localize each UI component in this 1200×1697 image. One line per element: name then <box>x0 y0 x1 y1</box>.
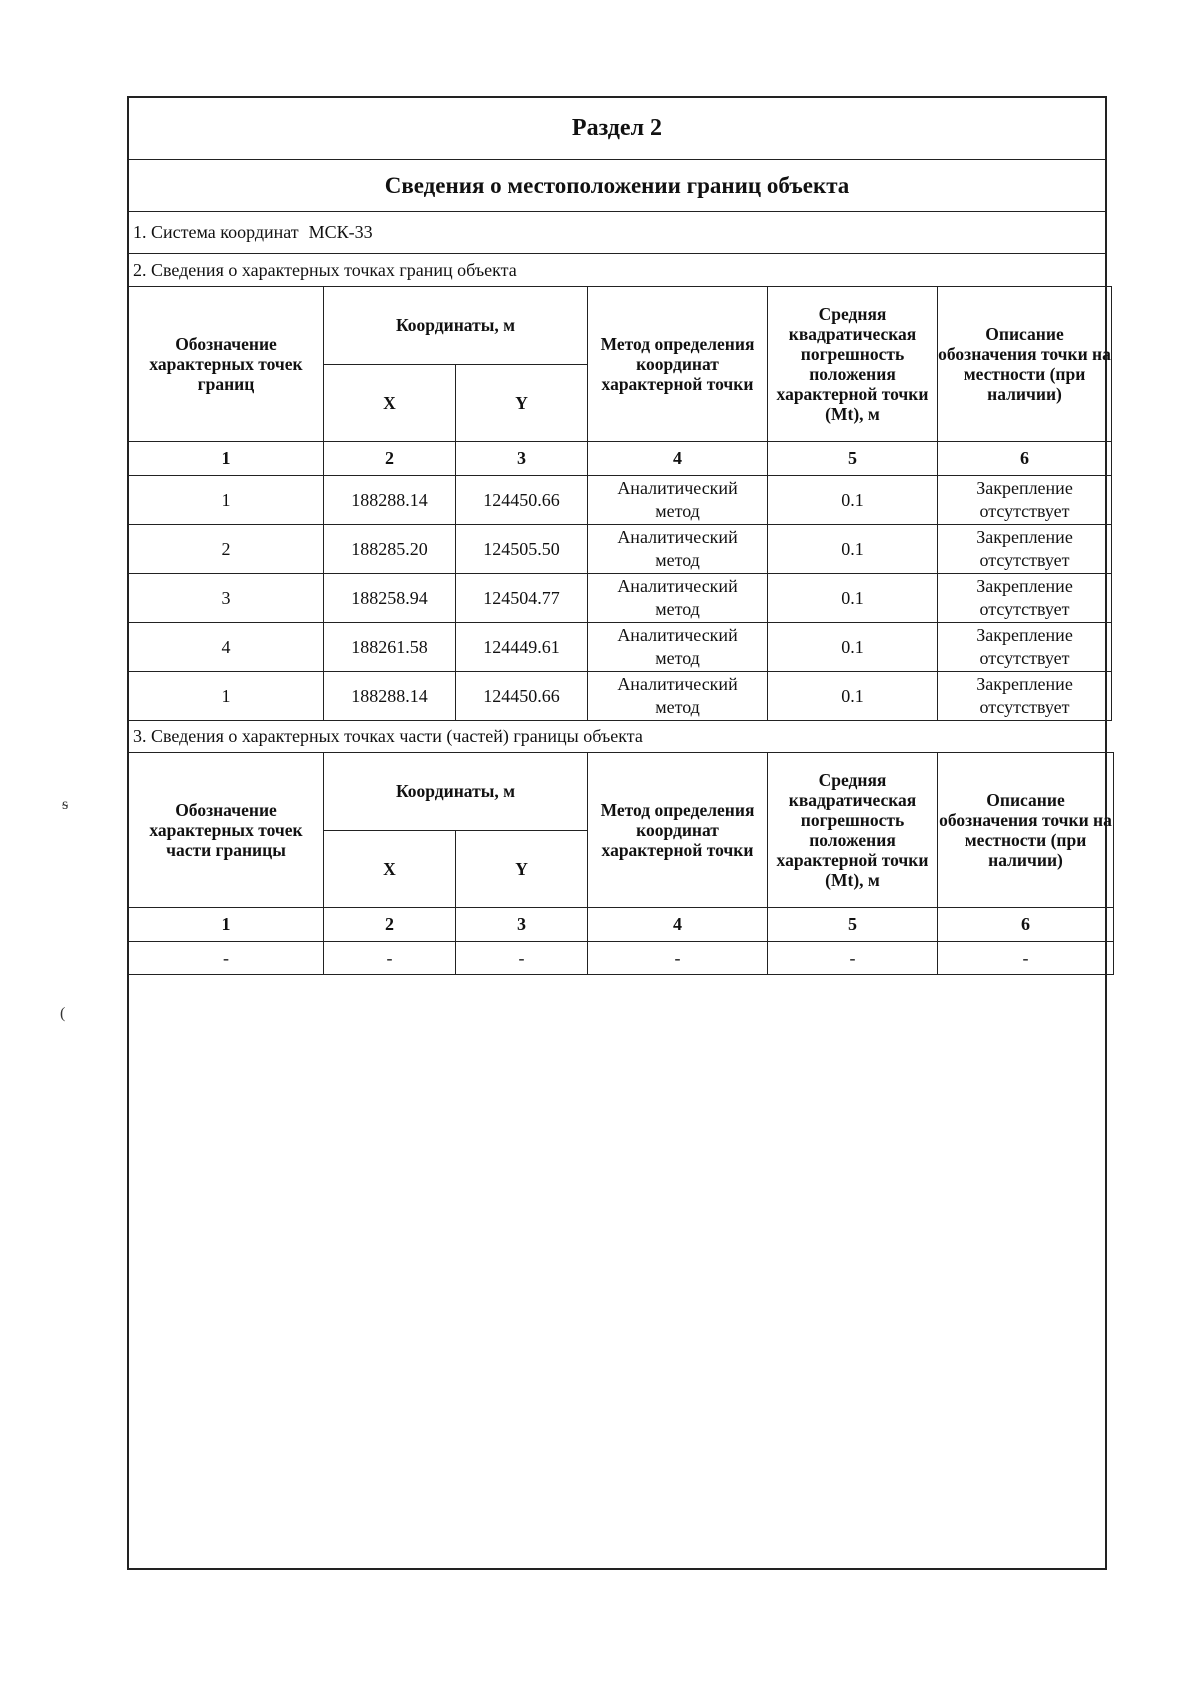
y-cell: 124450.66 <box>456 672 588 721</box>
description-cell <box>938 574 1112 623</box>
point-cell: 1 <box>129 476 324 525</box>
column-number: 1 <box>129 442 324 476</box>
error-cell: 0.1 <box>768 476 938 525</box>
section3-heading: 3. Сведения о характерных точках части (частей) границы объекта <box>129 720 1105 752</box>
header-designation: Обозначение характерных точек части границы <box>129 753 324 908</box>
column-number: 3 <box>456 908 588 942</box>
section2-heading: 2. Сведения о характерных точках границ объекта <box>133 259 517 280</box>
header-coordinates: Координаты, м <box>324 287 588 365</box>
error-cell: 0.1 <box>768 623 938 672</box>
section-title: Раздел 2 <box>129 98 1105 160</box>
method-cell: - <box>588 942 768 975</box>
method-cell <box>588 574 768 623</box>
description-line-2: отсутствует <box>979 550 1070 570</box>
column-number: 5 <box>768 908 938 942</box>
section-subtitle: Сведения о местоположении границ объекта <box>129 160 1105 212</box>
point-cell: - <box>129 942 324 975</box>
point-cell: 3 <box>129 574 324 623</box>
table-row <box>129 476 1112 525</box>
description-line-1: Закрепление <box>976 625 1073 645</box>
header-coordinates: Координаты, м <box>324 753 588 831</box>
x-cell: - <box>324 942 456 975</box>
coordinate-system-label: 1. Система координат <box>133 222 299 242</box>
error-cell: 0.1 <box>768 525 938 574</box>
method-line-1: Аналитический <box>617 674 738 694</box>
description-line-2: отсутствует <box>979 599 1070 619</box>
column-number: 4 <box>588 908 768 942</box>
y-cell: - <box>456 942 588 975</box>
method-line-1: Аналитический <box>617 625 738 645</box>
error-cell: - <box>768 942 938 975</box>
table-row <box>129 623 1112 672</box>
header-error: Средняя квадратическая погрешность положения характерной точки (Mt), м <box>768 753 938 908</box>
description-line-2: отсутствует <box>979 648 1070 668</box>
header-y: Y <box>456 365 588 442</box>
header-method: Метод определения координат характерной точки <box>588 753 768 908</box>
method-cell <box>588 476 768 525</box>
column-number: 6 <box>938 442 1112 476</box>
method-cell <box>588 525 768 574</box>
description-cell: - <box>938 942 1114 975</box>
method-line-2: метод <box>655 501 700 521</box>
description-line-1: Закрепление <box>976 576 1073 596</box>
margin-mark-bottom: ( <box>60 1005 66 1022</box>
method-line-2: метод <box>655 599 700 619</box>
document-frame <box>127 96 1112 1570</box>
header-x: X <box>324 831 456 908</box>
x-cell: 188288.14 <box>324 476 456 525</box>
method-cell <box>588 672 768 721</box>
x-cell: 188288.14 <box>324 672 456 721</box>
header-x: X <box>324 365 456 442</box>
description-line-2: отсутствует <box>979 697 1070 717</box>
x-cell: 188261.58 <box>324 623 456 672</box>
method-line-2: метод <box>655 697 700 717</box>
table-row <box>129 672 1112 721</box>
method-line-1: Аналитический <box>617 478 738 498</box>
description-line-1: Закрепление <box>976 674 1073 694</box>
y-cell: 124505.50 <box>456 525 588 574</box>
x-cell: 188285.20 <box>324 525 456 574</box>
x-cell: 188258.94 <box>324 574 456 623</box>
y-cell: 124449.61 <box>456 623 588 672</box>
description-line-2: отсутствует <box>979 501 1070 521</box>
point-cell: 4 <box>129 623 324 672</box>
table-row <box>129 942 1114 975</box>
column-number: 5 <box>768 442 938 476</box>
description-line-1: Закрепление <box>976 527 1073 547</box>
table-row <box>129 525 1112 574</box>
y-cell: 124450.66 <box>456 476 588 525</box>
error-cell: 0.1 <box>768 574 938 623</box>
header-description: Описание обозначения точки на местности (при наличии) <box>938 753 1114 908</box>
description-cell <box>938 623 1112 672</box>
header-method: Метод определения координат характерной точки <box>588 287 768 442</box>
y-cell: 124504.77 <box>456 574 588 623</box>
table-row <box>129 574 1112 623</box>
description-line-1: Закрепление <box>976 478 1073 498</box>
margin-mark-top: ᵴ <box>62 796 69 813</box>
method-cell <box>588 623 768 672</box>
column-number: 2 <box>324 442 456 476</box>
method-line-1: Аналитический <box>617 527 738 547</box>
column-number: 4 <box>588 442 768 476</box>
header-error: Средняя квадратическая погрешность положения характерной точки (Mt), м <box>768 287 938 442</box>
method-line-2: метод <box>655 648 700 668</box>
description-cell <box>938 525 1112 574</box>
header-y: Y <box>456 831 588 908</box>
header-designation: Обозначение характерных точек границ <box>129 287 324 442</box>
boundary-points-table <box>128 286 1112 721</box>
point-cell: 1 <box>129 672 324 721</box>
column-number: 2 <box>324 908 456 942</box>
coordinate-system-value: МСК-33 <box>308 222 373 242</box>
header-description: Описание обозначения точки на местности (при наличии) <box>938 287 1112 442</box>
column-number: 6 <box>938 908 1114 942</box>
column-number: 1 <box>129 908 324 942</box>
column-number: 3 <box>456 442 588 476</box>
coordinate-system-row <box>129 212 1105 254</box>
error-cell: 0.1 <box>768 672 938 721</box>
part-boundary-points-table <box>128 752 1114 975</box>
point-cell: 2 <box>129 525 324 574</box>
description-cell <box>938 476 1112 525</box>
method-line-2: метод <box>655 550 700 570</box>
method-line-1: Аналитический <box>617 576 738 596</box>
description-cell <box>938 672 1112 721</box>
